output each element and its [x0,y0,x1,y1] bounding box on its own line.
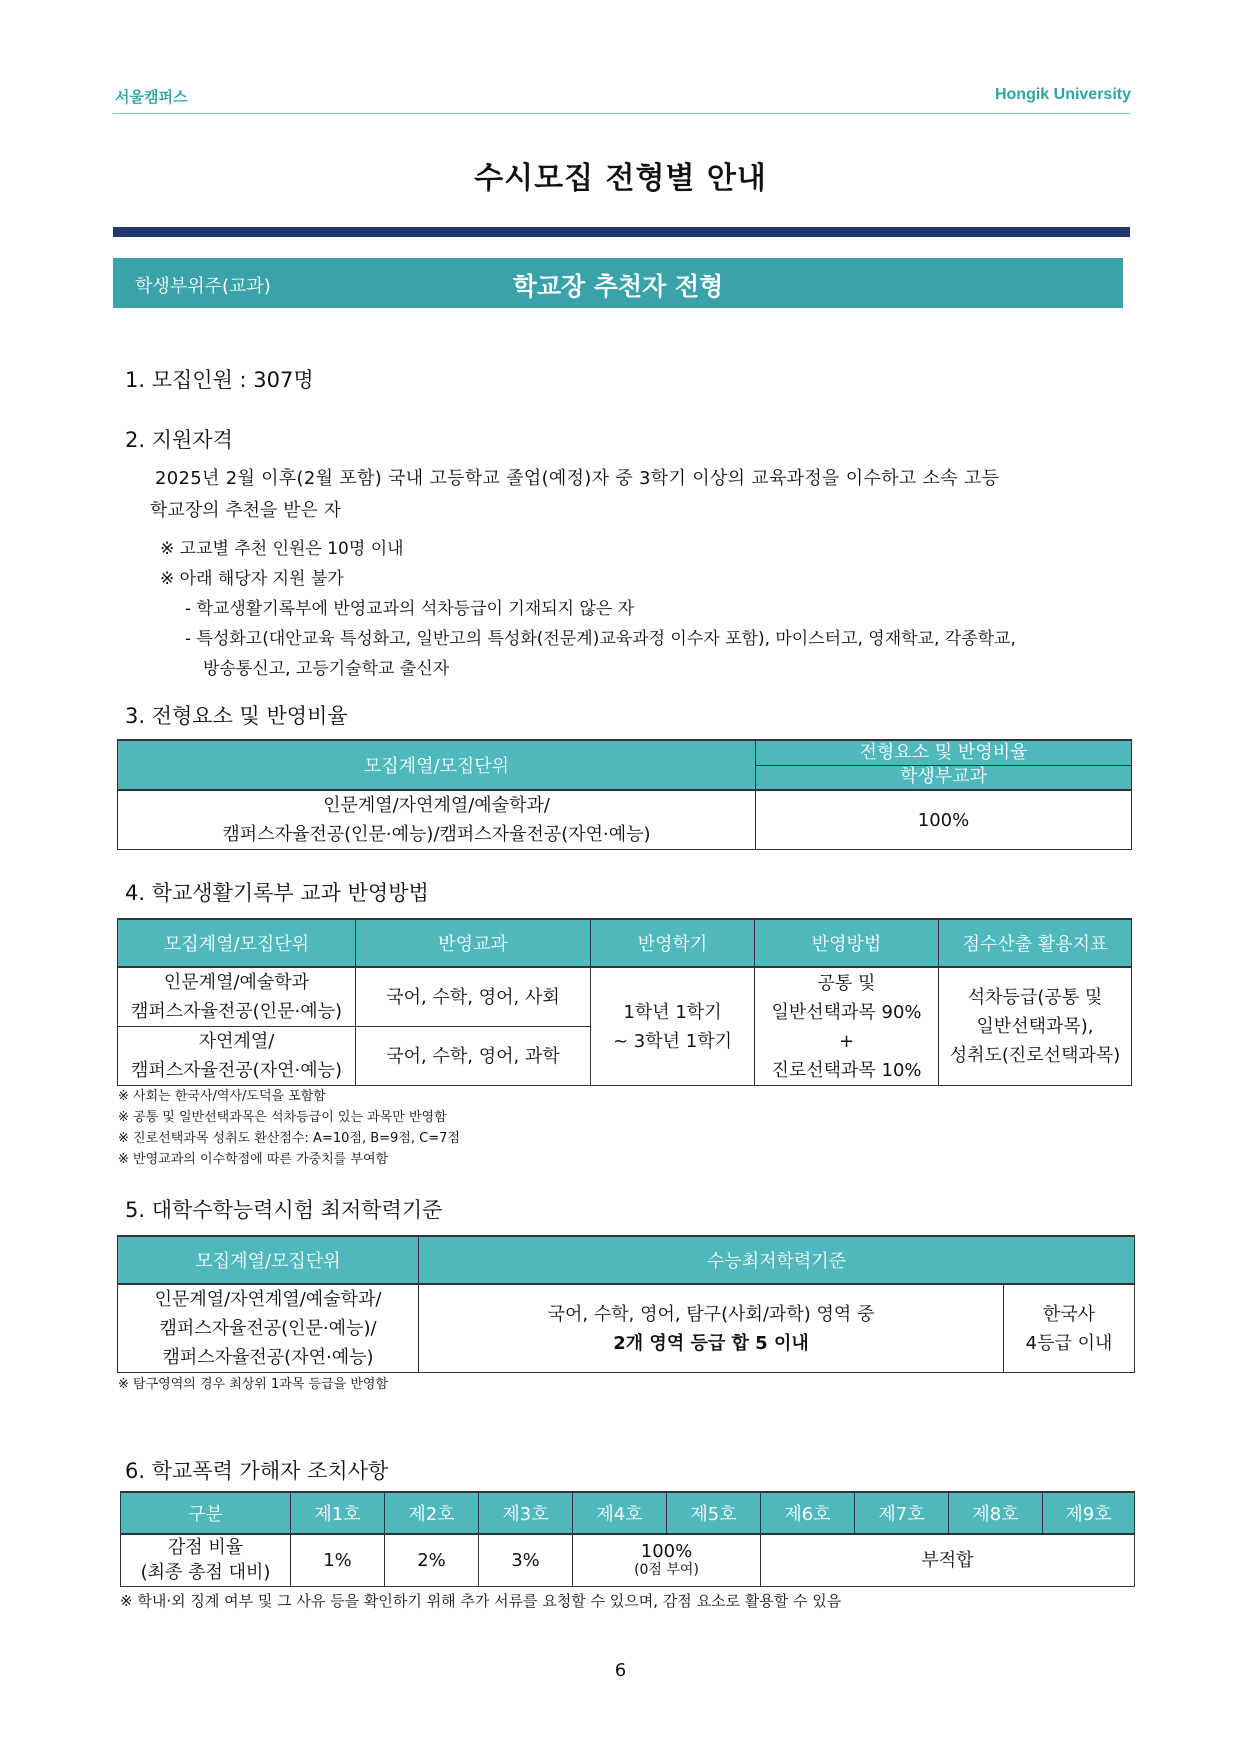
eligibility-line-1: 2025년 2월 이후(2월 포함) 국내 고등학교 졸업(예정)자 중 3학기 이상의 교육과정을 이수하고 소속 고등 [155,468,1000,489]
history-line-1: 한국사 [1042,1303,1096,1325]
section-2-heading: 2. 지원자격 [125,428,233,452]
table-cell-unit [118,967,356,1027]
col-header-level-1: 제1호 [291,1492,385,1534]
table-cell-level-3: 3% [479,1534,573,1586]
col-header-index: 점수산출 활용지표 [939,919,1132,967]
table-cell-criteria [419,1284,1004,1373]
table-cell-level-4-5 [573,1534,761,1586]
section-6-heading: 6. 학교폭력 가해자 조치사항 [125,1459,389,1483]
table-cell-unit [118,1027,356,1086]
table6-note: ※ 학내·외 징계 여부 및 그 사유 등을 확인하기 위해 추가 서류를 요청할 수 있으며, 감점 요소로 활용할 수 있음 [120,1592,842,1610]
col-header-semesters: 반영학기 [591,919,755,967]
history-line-2: 4등급 이내 [1025,1332,1113,1354]
table4-note-2: ※ 공통 및 일반선택과목은 석차등급이 있는 과목만 반영함 [118,1110,447,1125]
table-cell-method [755,967,939,1086]
admission-type-banner [113,258,1123,308]
deduction-note: (0점 부여) [634,1562,699,1579]
table-cell-level-2: 2% [385,1534,479,1586]
unit-line-2: 캠퍼스자율전공(인문·예능)/ [159,1318,377,1339]
table4-note-4: ※ 반영교과의 이수학점에 따른 가중치를 부여함 [118,1152,389,1167]
criteria-line-2: 2개 영역 등급 합 5 이내 [613,1332,809,1354]
page-number: 6 [614,1660,627,1681]
eligibility-sub-2: - 특성화고(대안교육 특성화고, 일반고의 특성화(전문계)교육과정 이수자 포함), 마이스터고, 영재학교, 각종학교, [185,629,1016,649]
table-cell-level-6-9: 부적합 [761,1534,1135,1586]
table-cell-level-1: 1% [291,1534,385,1586]
term-line-2: ~ 3학년 1학기 [613,1030,732,1052]
deduction-value: 100% [640,1541,693,1563]
col-header-elements: 전형요소 및 반영비율 [756,740,1132,765]
section-1-heading: 1. 모집인원 : 307명 [125,368,314,392]
method-line-4: 진로선택과목 10% [771,1059,922,1081]
title-underline-bar [113,227,1130,237]
page-title: 수시모집 전형별 안내 [474,161,767,196]
school-violence-table [120,1491,1135,1587]
col-header-level-5: 제5호 [667,1492,761,1534]
method-line-3: + [838,1030,855,1052]
table-cell-subjects: 국어, 수학, 영어, 사회 [356,967,591,1027]
unit-line-3: 캠퍼스자율전공(자연·예능) [162,1347,374,1368]
university-name: Hongik University [994,86,1131,103]
campus-label: 서울캠퍼스 [115,88,188,106]
unit-line-2: 캠퍼스자율전공(인문·예능) [130,1001,343,1022]
table-cell-category [121,1534,291,1586]
table-cell-unit [118,790,756,850]
section-5-heading: 5. 대학수학능력시험 최저학력기준 [125,1198,443,1222]
table5-note: ※ 탐구영역의 경우 최상위 1과목 등급을 반영함 [118,1377,389,1392]
eligibility-sub-1: - 학교생활기록부에 반영교과의 석차등급이 기재되지 않은 자 [185,599,635,619]
col-header-level-3: 제3호 [479,1492,573,1534]
table-cell-ratio: 100% [756,790,1132,850]
eligibility-line-2: 학교장의 추천을 받은 자 [150,500,342,521]
section-3-heading: 3. 전형요소 및 반영비율 [125,704,348,728]
criteria-line-1: 국어, 수학, 영어, 탐구(사회/과학) 영역 중 [547,1303,875,1325]
table-cell-semesters [591,967,755,1086]
index-line-1: 석차등급(공통 및 [967,987,1103,1008]
col-header-unit: 모집계열/모집단위 [118,1236,419,1284]
col-header-subjects: 반영교과 [356,919,591,967]
header-divider [113,113,1130,114]
minimum-standard-table [117,1235,1135,1373]
col-header-level-8: 제8호 [949,1492,1043,1534]
unit-line-1: 인문계열/예술학과 [163,972,310,993]
col-header-unit: 모집계열/모집단위 [118,919,356,967]
category-line-2: (최종 총점 대비) [140,1562,271,1584]
eligibility-note-2: ※ 아래 해당자 지원 불가 [160,569,344,589]
col-header-level-9: 제9호 [1043,1492,1135,1534]
unit-line-1: 인문계열/자연계열/예술학과/ [154,1289,382,1310]
banner-title: 학교장 추천자 전형 [512,272,724,301]
category-line-1: 감점 비율 [167,1537,244,1559]
method-line-2: 일반선택과목 90% [771,1001,922,1023]
table-cell-index [939,967,1132,1086]
section-4-heading: 4. 학교생활기록부 교과 반영방법 [125,881,429,905]
col-header-level-6: 제6호 [761,1492,855,1534]
table-cell-history [1004,1284,1135,1373]
col-header-level-4: 제4호 [573,1492,667,1534]
unit-line-1: 자연계열/ [198,1031,275,1052]
transcript-method-table [117,918,1132,1086]
table-cell-unit [118,1284,419,1373]
col-header-transcript: 학생부교과 [756,765,1132,790]
method-line-1: 공통 및 [817,972,876,994]
eligibility-note-1: ※ 고교별 추천 인원은 10명 이내 [160,539,404,559]
unit-line-1: 인문계열/자연계열/예술학과/ [323,795,550,816]
term-line-1: 1학년 1학기 [623,1001,722,1023]
unit-line-2: 캠퍼스자율전공(인문·예능)/캠퍼스자율전공(자연·예능) [222,824,651,845]
col-header-category: 구분 [121,1492,291,1534]
col-header-method: 반영방법 [755,919,939,967]
table-cell-subjects: 국어, 수학, 영어, 과학 [356,1027,591,1086]
col-header-criteria: 수능최저학력기준 [419,1236,1135,1284]
table4-note-1: ※ 사회는 한국사/역사/도덕을 포함함 [118,1089,326,1104]
table4-note-3: ※ 진로선택과목 성취도 환산점수: A=10점, B=9점, C=7점 [118,1131,460,1146]
banner-category: 학생부위주(교과) [135,276,271,297]
index-line-2: 일반선택과목), [976,1016,1094,1037]
col-header-level-7: 제7호 [855,1492,949,1534]
col-header-level-2: 제2호 [385,1492,479,1534]
unit-line-2: 캠퍼스자율전공(자연·예능) [130,1060,343,1081]
eligibility-sub-2-cont: 방송통신고, 고등기술학교 출신자 [203,659,450,679]
index-line-3: 성취도(진로선택과목) [949,1045,1121,1066]
col-header-unit: 모집계열/모집단위 [118,740,756,790]
selection-ratio-table [117,739,1132,850]
